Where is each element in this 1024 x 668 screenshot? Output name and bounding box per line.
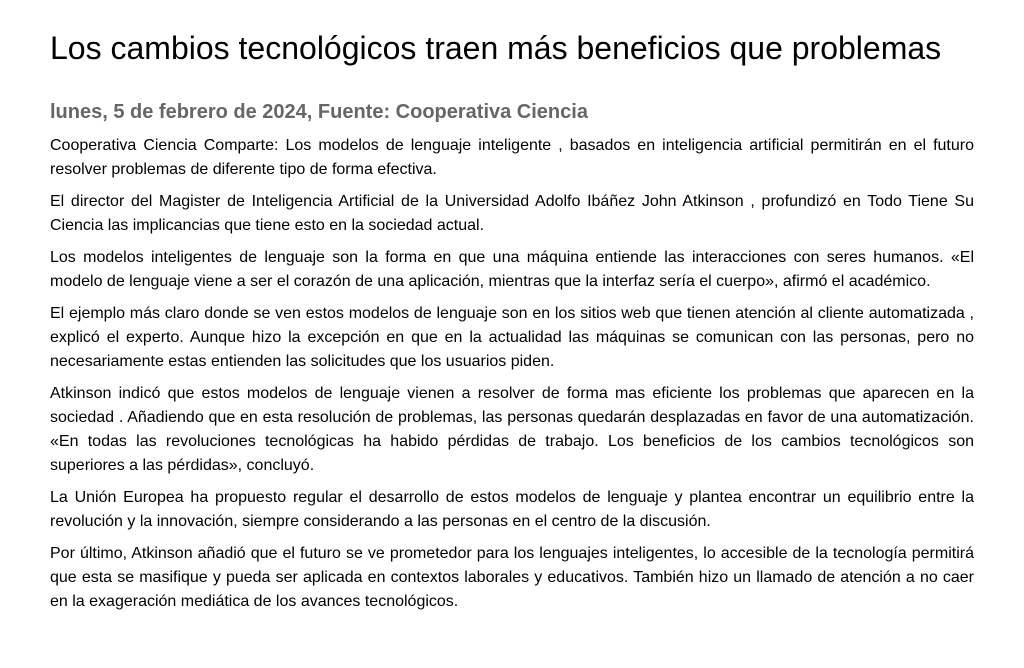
article-paragraph: Los modelos inteligentes de lenguaje son la forma en que una máquina entiende las interacciones con seres humanos. «El modelo de lenguaje viene a ser el corazón de una aplicación, mientras que la interfaz sería el cuerpo», afirmó el académico.	[50, 249, 974, 290]
article-title: Los cambios tecnológicos traen más beneficios que problemas	[50, 30, 942, 66]
article-paragraph: El ejemplo más claro donde se ven estos modelos de lenguaje son en los sitios web que tienen atención al cliente automatizada , explicó el experto. Aunque hizo la excepción en que en la actualidad las máquinas se comunican con las personas, pero no necesariamente estas entienden las solicitudes que los usuarios piden.	[50, 305, 974, 370]
article-date-source: lunes, 5 de febrero de 2024, Fuente: Cooperativa Ciencia	[50, 101, 588, 123]
article-paragraph: Por último, Atkinson añadió que el futuro se ve prometedor para los lenguajes inteligentes, lo accesible de la tecnología permitirá que esta se masifique y pueda ser aplicada en contextos laborales y educativos. También hizo un llamado de atención a no caer en la exageración mediática de los avances tecnológicos.	[50, 545, 974, 610]
article-paragraph: Cooperativa Ciencia Comparte: Los modelos de lenguaje inteligente , basados en inteligencia artificial permitirán en el futuro resolver problemas de diferente tipo de forma efectiva.	[50, 137, 974, 178]
article-paragraph: El director del Magister de Inteligencia Artificial de la Universidad Adolfo Ibáñez John Atkinson , profundizó en Todo Tiene Su Ciencia las implicancias que tiene esto en la sociedad actual.	[50, 193, 974, 234]
article-body	[50, 134, 974, 614]
article-paragraph: La Unión Europea ha propuesto regular el desarrollo de estos modelos de lenguaje y plantea encontrar un equilibrio entre la revolución y la innovación, siempre considerando a las personas en el centro de la discusión.	[50, 489, 974, 530]
article-paragraph: Atkinson indicó que estos modelos de lenguaje vienen a resolver de forma mas eficiente los problemas que aparecen en la sociedad . Añadiendo que en esta resolución de problemas, las personas quedarán desplazadas en favor de una automatización. «En todas las revoluciones tecnológicas ha habido pérdidas de trabajo. Los beneficios de los cambios tecnológicos son superiores a las pérdidas», concluyó.	[50, 385, 974, 474]
